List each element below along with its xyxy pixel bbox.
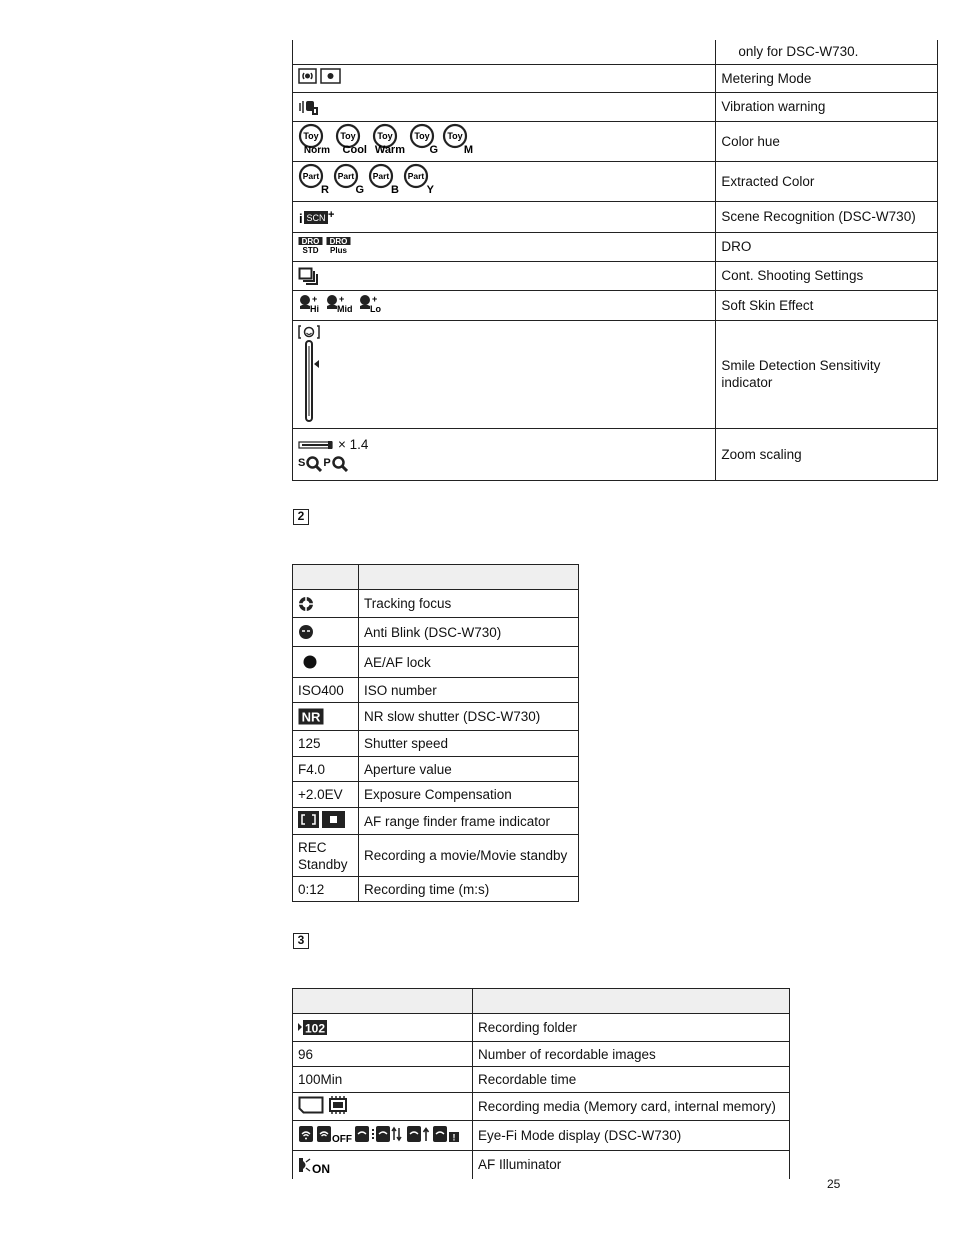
svg-text:Plus: Plus bbox=[330, 245, 347, 254]
svg-text:STD: STD bbox=[302, 245, 319, 254]
svg-text:M: M bbox=[463, 144, 473, 155]
svg-text:R: R bbox=[321, 184, 329, 195]
icon-cell: ISO400 bbox=[293, 678, 359, 703]
label-cell: Number of recordable images bbox=[472, 1042, 789, 1067]
metering-spot-icon bbox=[320, 68, 341, 84]
table-row bbox=[293, 1151, 790, 1179]
svg-text:Part: Part bbox=[372, 171, 390, 181]
svg-text:Hi: Hi bbox=[310, 304, 319, 313]
table-row bbox=[293, 1121, 790, 1151]
table-row bbox=[293, 1067, 790, 1093]
table-row bbox=[293, 590, 579, 618]
svg-text:Toy: Toy bbox=[377, 131, 393, 141]
svg-text:i: i bbox=[299, 210, 303, 226]
table-row bbox=[293, 1014, 790, 1042]
label-cell: Anti Blink (DSC-W730) bbox=[358, 618, 578, 647]
icon-cell bbox=[293, 1121, 473, 1151]
svg-text:+: + bbox=[372, 294, 378, 304]
svg-text:Toy: Toy bbox=[447, 131, 463, 141]
part-color-b-icon bbox=[368, 163, 400, 195]
label-cell: Aperture value bbox=[358, 757, 578, 782]
tracking-focus-icon bbox=[298, 596, 314, 612]
label-cell: DRO bbox=[716, 232, 938, 261]
icon-cell bbox=[293, 428, 716, 480]
icon-cell: 125 bbox=[293, 731, 359, 757]
smile-sensitivity-icon bbox=[298, 324, 328, 422]
table-row bbox=[293, 782, 579, 808]
label-cell: Vibration warning bbox=[716, 92, 938, 121]
table-row bbox=[293, 835, 579, 877]
part-color-g-icon bbox=[333, 163, 365, 195]
zoom-scale-value: × 1.4 bbox=[338, 437, 369, 452]
icon-cell bbox=[293, 121, 716, 161]
zoom-magnifier-icon bbox=[332, 456, 348, 472]
table-row bbox=[293, 64, 938, 92]
zoom-s-label: S bbox=[298, 457, 306, 469]
part-color-y-icon bbox=[403, 163, 435, 195]
toy-camera-m-icon bbox=[442, 123, 474, 155]
table-row bbox=[293, 320, 938, 428]
af-frame-center-icon bbox=[322, 811, 345, 828]
icon-cell bbox=[293, 1151, 473, 1179]
anti-blink-icon bbox=[298, 624, 314, 640]
table-row bbox=[293, 731, 579, 757]
svg-text:G: G bbox=[355, 184, 364, 195]
icon-cell bbox=[293, 808, 359, 835]
table-row bbox=[293, 757, 579, 782]
icon-cell bbox=[293, 1093, 473, 1121]
table-row bbox=[293, 1042, 790, 1067]
table-row bbox=[293, 161, 938, 201]
toy-camera-norm-icon bbox=[298, 123, 332, 155]
table-row bbox=[293, 261, 938, 290]
svg-text:Part: Part bbox=[302, 171, 320, 181]
svg-text:Toy: Toy bbox=[303, 131, 319, 141]
soft-skin-lo-icon bbox=[358, 293, 384, 313]
dro-plus-icon bbox=[326, 236, 351, 254]
label-cell: Tracking focus bbox=[358, 590, 578, 618]
svg-text:B: B bbox=[391, 184, 399, 195]
label-cell: Recordable time bbox=[472, 1067, 789, 1093]
table-row bbox=[293, 678, 579, 703]
zoom-p-label: P bbox=[323, 457, 331, 469]
icon-cell bbox=[293, 92, 716, 121]
svg-text:+: + bbox=[312, 294, 318, 304]
icon-cell: 96 bbox=[293, 1042, 473, 1067]
toy-camera-g-icon bbox=[409, 123, 439, 155]
table-row bbox=[293, 290, 938, 320]
icon-cell: 0:12 bbox=[293, 877, 359, 902]
label-cell: Zoom scaling bbox=[716, 428, 938, 480]
icon-cell: +2.0EV bbox=[293, 782, 359, 808]
eye-fi-upload-icon bbox=[406, 1125, 430, 1143]
label-cell: Recording a movie/Movie standby bbox=[358, 835, 578, 877]
svg-text:OFF: OFF bbox=[332, 1133, 352, 1143]
svg-text:Cool: Cool bbox=[342, 144, 367, 155]
soft-skin-mid-icon bbox=[325, 293, 355, 313]
section-2-badge: 2 bbox=[293, 509, 309, 525]
icon-cell bbox=[293, 703, 359, 731]
svg-text:Lo: Lo bbox=[370, 304, 381, 313]
label-cell: Extracted Color bbox=[716, 161, 938, 201]
svg-text:DRO: DRO bbox=[301, 236, 320, 246]
svg-text:G: G bbox=[429, 144, 438, 155]
svg-text:NR: NR bbox=[301, 709, 321, 725]
label-cell: Exposure Compensation bbox=[358, 782, 578, 808]
label-cell: AF Illuminator bbox=[472, 1151, 789, 1179]
label-cell: only for DSC-W730. bbox=[716, 40, 938, 64]
table-row bbox=[293, 40, 938, 64]
svg-text:Toy: Toy bbox=[414, 131, 430, 141]
icon-cell bbox=[293, 590, 359, 618]
svg-text:Toy: Toy bbox=[340, 131, 356, 141]
svg-text:Part: Part bbox=[337, 171, 355, 181]
svg-text:Norm: Norm bbox=[303, 145, 330, 155]
svg-text:Y: Y bbox=[426, 184, 434, 195]
icon-cell: 100Min bbox=[293, 1067, 473, 1093]
svg-text:Mid: Mid bbox=[337, 304, 353, 313]
svg-text:102: 102 bbox=[304, 1021, 326, 1036]
table-row bbox=[293, 808, 579, 835]
icon-cell bbox=[293, 232, 716, 261]
eye-fi-transfer-icon bbox=[372, 1125, 404, 1143]
label-cell: Recording folder bbox=[472, 1014, 789, 1042]
label-cell: Scene Recognition (DSC-W730) bbox=[716, 201, 938, 232]
table-row bbox=[293, 877, 579, 902]
icon-cell: REC Standby bbox=[293, 835, 359, 877]
zoom-bar-icon bbox=[298, 440, 334, 450]
label-cell: Metering Mode bbox=[716, 64, 938, 92]
icon-cell: F4.0 bbox=[293, 757, 359, 782]
eye-fi-error-icon bbox=[432, 1125, 460, 1143]
section-3-badge: 3 bbox=[293, 933, 309, 949]
svg-text:ON: ON bbox=[312, 1161, 330, 1174]
eye-fi-icons bbox=[298, 1125, 460, 1143]
table-row bbox=[293, 201, 938, 232]
table-row bbox=[293, 121, 938, 161]
af-illuminator-icon bbox=[298, 1156, 334, 1174]
label-cell: Shutter speed bbox=[358, 731, 578, 757]
dro-standard-icon bbox=[298, 236, 323, 254]
page-number: 25 bbox=[827, 1177, 841, 1191]
eye-fi-standby-icon bbox=[354, 1125, 370, 1143]
icon-cell bbox=[293, 618, 359, 647]
table-row bbox=[293, 618, 579, 647]
eye-fi-icon bbox=[298, 1125, 314, 1143]
scene-recognition-icon bbox=[298, 208, 336, 226]
label-cell: NR slow shutter (DSC-W730) bbox=[358, 703, 578, 731]
color-hue-icons bbox=[298, 123, 474, 155]
svg-text:Part: Part bbox=[407, 171, 425, 181]
label-cell: Color hue bbox=[716, 121, 938, 161]
icon-cell bbox=[293, 290, 716, 320]
internal-memory-icon bbox=[327, 1096, 349, 1114]
table-row bbox=[293, 92, 938, 121]
icon-cell bbox=[293, 320, 716, 428]
label-cell: Recording time (m:s) bbox=[358, 877, 578, 902]
vibration-warning-icon bbox=[298, 98, 320, 116]
table-row bbox=[293, 703, 579, 731]
label-cell: ISO number bbox=[358, 678, 578, 703]
ae-af-lock-icon bbox=[303, 655, 317, 669]
icon-cell bbox=[293, 1014, 473, 1042]
cont-shooting-icon bbox=[298, 267, 318, 285]
table-row bbox=[293, 232, 938, 261]
eye-fi-off-icon bbox=[316, 1125, 352, 1143]
indicator-table-2 bbox=[292, 564, 579, 902]
recording-folder-icon bbox=[298, 1019, 328, 1036]
nr-slow-shutter-icon bbox=[298, 708, 324, 725]
label-cell: Soft Skin Effect bbox=[716, 290, 938, 320]
toy-camera-cool-icon bbox=[335, 123, 369, 155]
af-frame-wide-icon bbox=[298, 811, 319, 828]
icon-cell bbox=[293, 261, 716, 290]
part-color-r-icon bbox=[298, 163, 330, 195]
soft-skin-hi-icon bbox=[298, 293, 322, 313]
svg-text:SCN: SCN bbox=[306, 212, 326, 223]
table-header bbox=[293, 565, 579, 590]
memory-card-icon bbox=[298, 1096, 324, 1114]
table-row bbox=[293, 1093, 790, 1121]
icon-cell bbox=[293, 161, 716, 201]
svg-text:+: + bbox=[328, 208, 335, 221]
svg-text:!: ! bbox=[452, 1132, 456, 1142]
indicator-table-1 bbox=[292, 40, 938, 481]
indicator-table-3 bbox=[292, 988, 790, 1179]
zoom-magnifier-icon bbox=[306, 456, 322, 472]
label-cell: AF range finder frame indicator bbox=[358, 808, 578, 835]
icon-cell bbox=[293, 40, 716, 64]
svg-text:DRO: DRO bbox=[329, 236, 348, 246]
toy-camera-warm-icon bbox=[372, 123, 406, 155]
metering-multi-icon bbox=[298, 68, 317, 84]
label-cell: Cont. Shooting Settings bbox=[716, 261, 938, 290]
svg-text:Warm: Warm bbox=[374, 144, 405, 155]
table-row bbox=[293, 428, 938, 480]
label-cell: Eye-Fi Mode display (DSC-W730) bbox=[472, 1121, 789, 1151]
icon-cell bbox=[293, 201, 716, 232]
table-row bbox=[293, 647, 579, 678]
table-header bbox=[293, 989, 790, 1014]
label-cell: AE/AF lock bbox=[358, 647, 578, 678]
extracted-color-icons bbox=[298, 163, 435, 195]
icon-cell bbox=[293, 647, 359, 678]
svg-text:+: + bbox=[339, 294, 345, 304]
label-cell: Recording media (Memory card, internal memory) bbox=[472, 1093, 789, 1121]
label-cell: Smile Detection Sensitivity indicator bbox=[716, 320, 938, 428]
icon-cell bbox=[293, 64, 716, 92]
